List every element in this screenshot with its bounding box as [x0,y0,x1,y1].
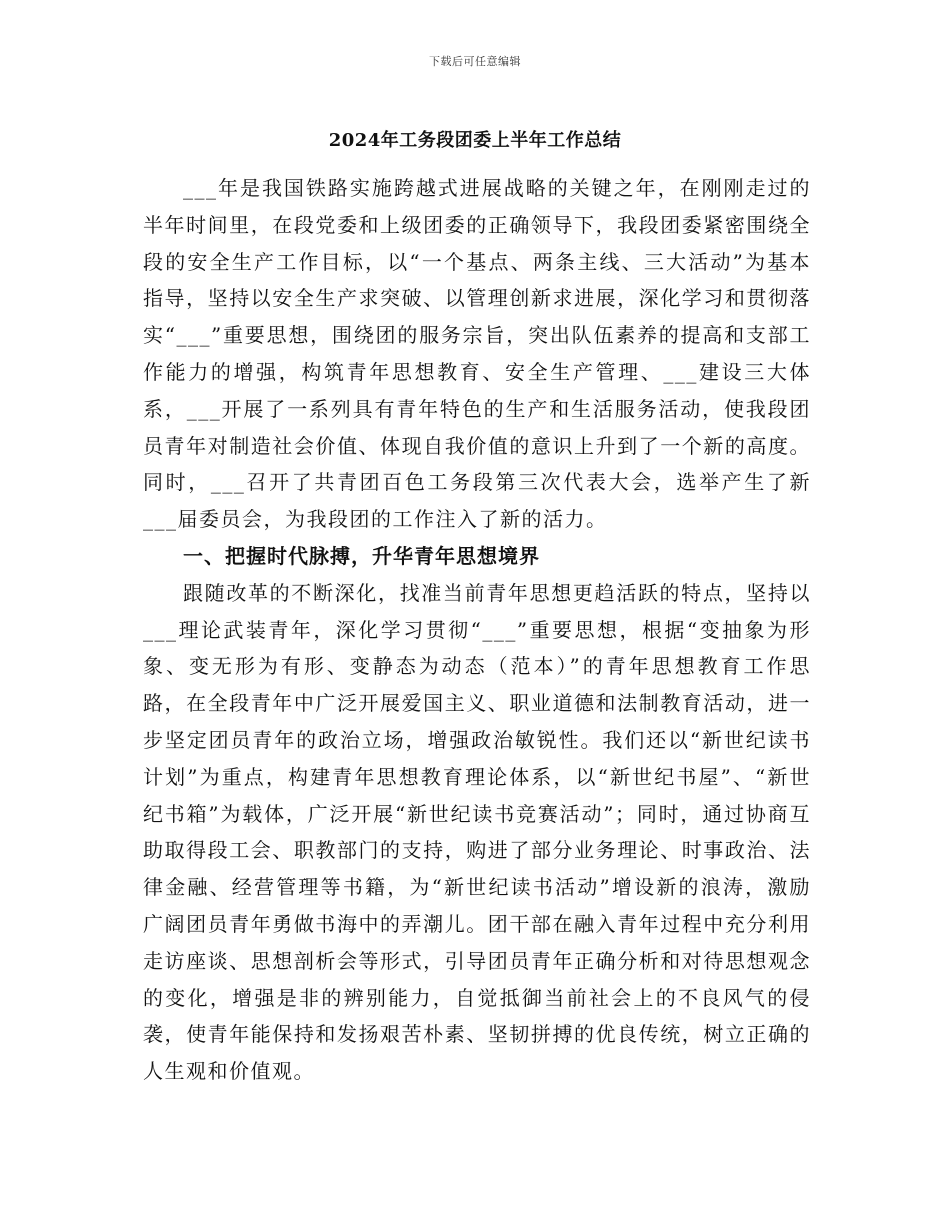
section-1-heading: 一、把握时代脉搏，升华青年思想境界 [183,543,540,568]
document-body [143,170,811,1090]
page-header-note: 下载后可任意编辑 [429,55,521,68]
intro-paragraph: ___年是我国铁路实施跨越式进展战略的关键之年，在刚刚走过的半年时间里，在段党委和上级团委的正确领导下，我段团委紧密围绕全段的安全生产工作目标，以“一个基点、两条主线、三大活动”为基本指导，坚持以安全生产求突破、以管理创新求进展，深化学习和贯彻落实“___”重要思想，围绕团的服务宗旨，突出队伍素养的提高和支部工作能力的增强，构筑青年思想教育、安全生产管理、___建设三大体系，___开展了一系列具有青年特色的生产和生活服务活动，使我段团员青年对制造社会价值、体现自我价值的意识上升到了一个新的高度。同时，___召开了共青团百色工务段第三次代表大会，选举产生了新___届委员会，为我段团的工作注入了新的活力。 [143,176,811,532]
document-title: 2024年工务段团委上半年工作总结 [328,130,622,151]
section-1-paragraph: 跟随改革的不断深化，找准当前青年思想更趋活跃的特点，坚持以___理论武装青年，深化学习贯彻“___”重要思想，根据“变抽象为形象、变无形为有形、变静态为动态（范本）”的青年思想教育工作思路，在全段青年中广泛开展爱国主义、职业道德和法制教育活动，进一步坚定团员青年的政治立场，增强政治敏锐性。我们还以“新世纪读书计划”为重点，构建青年思想教育理论体系，以“新世纪书屋”、“新世纪书箱”为载体，广泛开展“新世纪读书竞赛活动”；同时，通过协商互助取得段工会、职教部门的支持，购进了部分业务理论、时事政治、法律金融、经营管理等书籍，为“新世纪读书活动”增设新的浪涛，激励广阔团员青年勇做书海中的弄潮儿。团干部在融入青年过程中充分利用走访座谈、思想剖析会等形式，引导团员青年正确分析和对待思想观念的变化，增强是非的辨别能力，自觉抵御当前社会上的不良风气的侵袭，使青年能保持和发扬艰苦朴素、坚韧拼搏的优良传统，树立正确的人生观和价值观。 [143,580,811,1084]
